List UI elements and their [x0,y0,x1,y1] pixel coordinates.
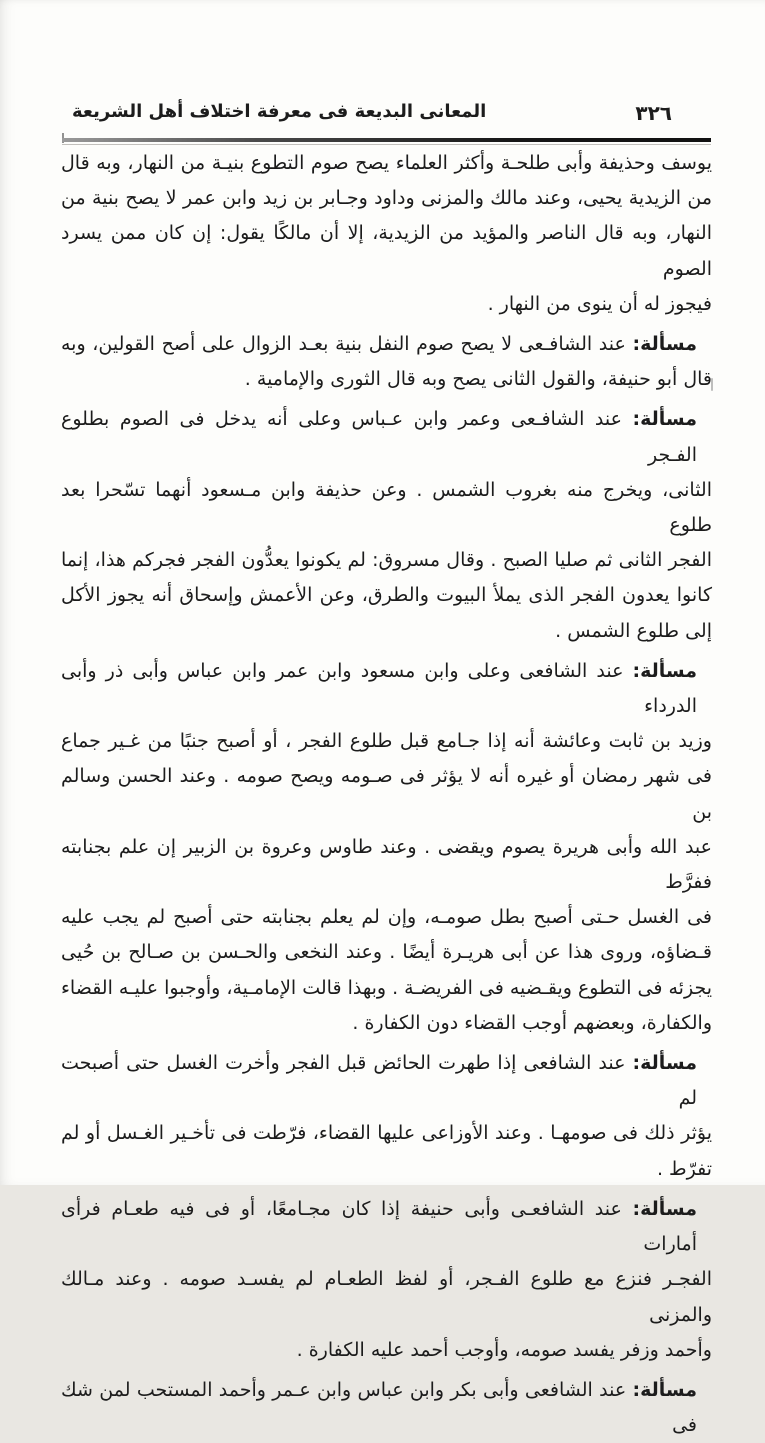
text-line: يؤثر ذلك فى صومهـا . وعند الأوزاعى عليها القضاء، فرّطت فى تأخـير الغـسل أو لم [61,1122,712,1145]
paragraph [61,402,712,648]
masala-lead: مسألة: [632,1378,697,1401]
text-line: النهار، وبه قال الناصر والمؤيد من الزيدية، إلا أن مالكًا يقول: إن كان ممن يسرد الصوم [61,222,712,280]
masala-lead: مسألة: [632,333,697,356]
paragraph [61,1046,712,1187]
text-line: الفجـر فنزع مع طلوع الفـجر، أو لفظ الطعـام لم يفسـد صومه . وعند مـالك والمزنى [61,1268,712,1326]
masala-lead: مسألة: [632,659,697,682]
page-number: ٣٢٦ [635,101,672,125]
text-line: مسألة: عند الشافـعى لا يصح صوم النفل بنية بعـد الزوال على أصح القولين، وبه [61,333,697,356]
text-line: مسألة: عند الشافـعى وعمر وابن عـباس وعلى أنه يدخل فى الصوم بطلوع الفـجر [61,408,697,466]
text-line: الفجر الثانى ثم صليا الصبح . وقال مسروق: لم يكونوا يعدُّون الفجر فجركم هذا، إنما [61,549,712,572]
text-line: يجزئه فى التطوع ويقـضيه فى الفريضـة . وبهذا قالت الإمامـية، وأوجبوا عليـه القضاء [61,976,712,999]
header-rule [62,138,711,142]
page-header [62,101,712,125]
text-line: تفرّط . [656,1157,712,1180]
text-line: والكفارة، وبعضهم أوجب القضاء دون الكفارة . [352,1011,712,1034]
paragraph [61,654,712,1041]
text-line: فى الغسل حـتى أصبح بطل صومـه، وإن لم يعلم بجنابته حتى أصبح لم يجب عليه [61,906,712,929]
text-line: وزيد بن ثابت وعائشة أنه إذا جـامع قبل طلوع الفجر ، أو أصبح جنبًا من غـير جماع [61,730,712,753]
paragraph [61,146,712,322]
text-line: الثانى، ويخرج منه بغروب الشمس . وعن حذيفة وابن مـسعود أنهما تسّحرا بعد طلوع [61,478,712,537]
masala-lead: مسألة: [632,1052,697,1075]
text-line: فى شهر رمضان أو غيره أنه لا يؤثر فى صـومه ويصح صومه . وعند الحسن وسالم بن [61,765,712,823]
paragraph [61,1373,712,1443]
text-line: من الزيدية يحيى، وعند مالك والمزنى وداود وجـابر بن زيد وابن عمر لا يصح بنية من [61,187,712,210]
text-line: مسألة: عند الشافعى وعلى وابن مسعود وابن عمر وابن عباس وأبى ذر وأبى الدرداء [61,659,697,718]
text-line: مسألة: عند الشافعى وأبى بكر وابن عباس وابن عـمر وأحمد المستحب لمن شك فى [61,1378,697,1437]
text-line: عبد الله وأبى هريرة يصوم ويقضى . وعند طاوس وعروة بن الزبير إن علم بجنابته ففرَّط [61,835,712,894]
text-line: مسألة: عند الشافعـى وأبى حنيفة إذا كان مجـامعًا، أو فى فيه طعـام فرأى أمارات [61,1197,697,1256]
text-line: إلى طلوع الشمس . [555,619,712,642]
text-line: يوسف وحذيفة وأبى طلحـة وأكثر العلماء يصح صوم التطوع بنيـة من النهار، وبه قال [61,152,712,174]
text-block [61,146,712,1443]
header-title: المعانى البديعة فى معرفة اختلاف أهل الشريعة [72,101,487,122]
text-line: وأحمد وزفر يفسد صومه، وأوجب أحمد عليه الكفارة . [296,1338,712,1361]
paragraph [61,1192,712,1368]
masala-lead: مسألة: [632,1197,697,1220]
masala-lead: مسألة: [632,408,697,431]
paragraph [61,327,712,397]
text-line: قال أبو حنيفة، والقول الثانى يصح وبه قال الثورى والإمامية . [244,368,712,391]
text-line: مسألة: عند الشافعى إذا طهرت الحائض قبل الفجر وأخرت الغسل حتى أصبحت لم [61,1052,697,1110]
text-line: قـضاؤه، وروى هذا عن أبى هريـرة أيضًا . وعند النخعى والحـسن بن صـالح بن حُيى [61,941,712,964]
header-rule-echo [62,144,711,145]
text-line: فيجوز له أن ينوى من النهار . [487,292,712,315]
text-line: كانوا يعدون الفجر الذى يملأ البيوت والطرق، وعن الأعمش وإسحاق أنه يجوز الأكل [61,584,712,607]
